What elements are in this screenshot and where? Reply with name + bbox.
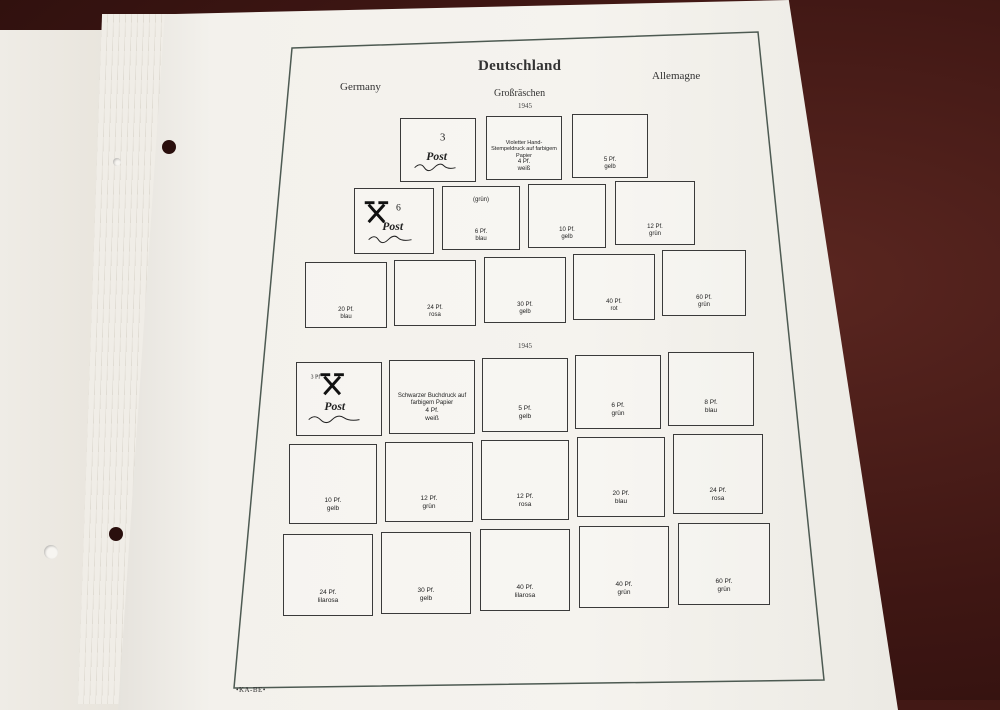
stamp-slot-1-2: Violetter Hand-Stempeldruck auf farbigem Papier 4 Pf. weiß (486, 116, 562, 180)
stamp-slot-2-4: 12 Pf. grün (615, 181, 695, 245)
svg-text:3 Pf: 3 Pf (310, 374, 321, 381)
stamp-slot-5-2: 12 Pf. grün (385, 442, 473, 522)
stamp-slot-5-5: 24 Pf. rosa (673, 434, 763, 514)
stamp-slot-6-2: 30 Pf. gelb (381, 532, 471, 614)
stamp-slot-2-3: 10 Pf. gelb (528, 184, 606, 248)
stamp-slot-6-1: 24 Pf. lilarosa (283, 534, 373, 616)
stamp-slot-4-5: 8 Pf. blau (668, 352, 754, 426)
caption-french: Allemagne (652, 70, 701, 82)
stamp-slot-5-1: 10 Pf. gelb (289, 444, 377, 524)
svg-text:Post: Post (426, 149, 448, 163)
stamp-slot-2-1 (354, 188, 434, 254)
stamp-overprint-icon (401, 119, 475, 181)
svg-text:Post: Post (382, 219, 404, 233)
page-subtitle: Großräschen (494, 88, 546, 99)
hammer-pick-stamp-icon (355, 189, 433, 253)
stamp-slot-1-3: 5 Pf. gelb (572, 114, 648, 178)
stamp-slot-4-3: 5 Pf. gelb (482, 358, 568, 432)
stamp-slot-2-2: (grün) 6 Pf. blau (442, 186, 520, 250)
stamp-slot-6-5: 60 Pf. grün (678, 523, 770, 605)
stamp-slot-4-4: 6 Pf. grün (575, 355, 661, 429)
caption-english: Germany (340, 81, 381, 93)
stamp-slot-6-3: 40 Pf. lilarosa (480, 529, 570, 611)
stamp-slot-1-1 (400, 118, 476, 182)
stamp-slot-3-3: 30 Pf. gelb (484, 257, 566, 323)
svg-text:3: 3 (439, 131, 446, 144)
stamp-slot-3-5: 60 Pf. grün (662, 250, 746, 316)
publisher-mark: •KA-BE• (236, 686, 266, 694)
stamp-slot-6-4: 40 Pf. grün (579, 526, 669, 608)
svg-text:6: 6 (395, 202, 401, 214)
year-label-middle: 1945 (518, 342, 532, 350)
year-label-top: 1945 (518, 102, 532, 110)
svg-text:Post: Post (324, 399, 346, 413)
stamp-slot-4-1 (296, 362, 382, 436)
hammer-pick-stamp-icon (297, 363, 381, 435)
stamp-slot-3-2: 24 Pf. rosa (394, 260, 476, 326)
stamp-slot-5-4: 20 Pf. blau (577, 437, 665, 517)
stamp-slot-3-1: 20 Pf. blau (305, 262, 387, 328)
stamp-slot-4-2: Schwarzer Buchdruck auf farbigem Papier 4 Pf. weiß (389, 360, 475, 434)
page-title: Deutschland (478, 58, 562, 74)
stamp-slot-5-3: 12 Pf. rosa (481, 440, 569, 520)
stamp-slot-3-4: 40 Pf. rot (573, 254, 655, 320)
